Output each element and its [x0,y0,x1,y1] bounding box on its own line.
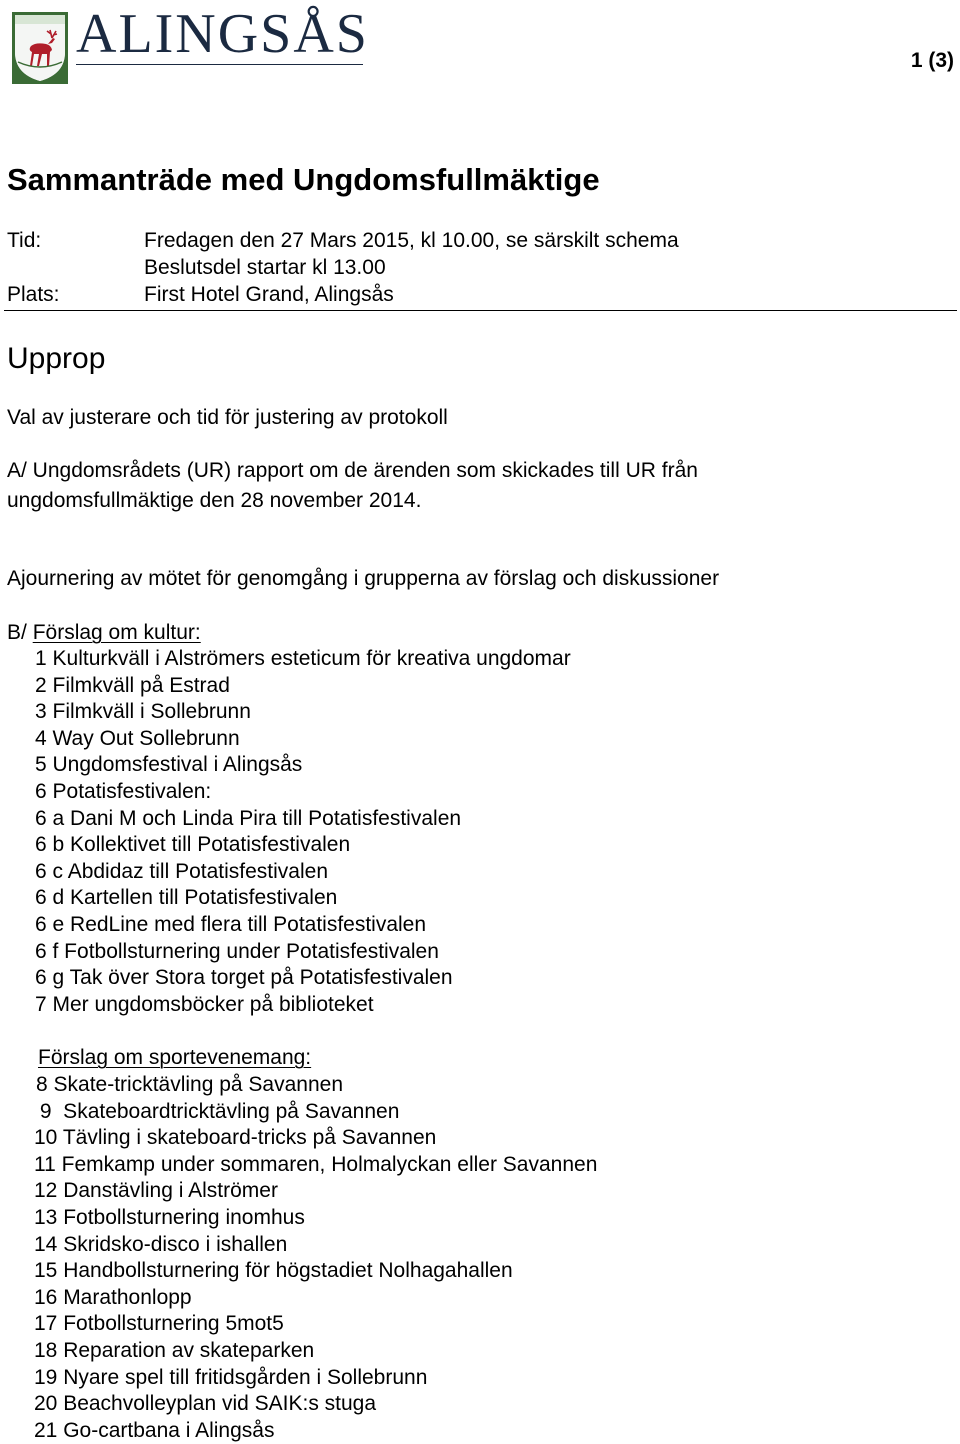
coat-of-arms-icon [12,12,68,84]
page-title: Sammanträde med Ungdomsfullmäktige [7,162,600,197]
list-item: 21 Go-cartbana i Alingsås [34,1418,275,1442]
list-item: 17 Fotbollsturnering 5mot5 [34,1312,284,1336]
logo-underline [76,64,363,65]
report-item-line1: A/ Ungdomsrådets (UR) rapport om de ärenden som skickades till UR från [7,459,698,482]
list-item: 2 Filmkväll på Estrad [35,673,230,697]
list-item: 10 Tävling i skateboard-tricks på Savannen [34,1126,437,1150]
list-item: 6 a Dani M och Linda Pira till Potatisfestivalen [35,806,462,830]
place-label: Plats: [7,283,60,306]
list-item: 6 e RedLine med flera till Potatisfestivalen [35,912,427,936]
list-item: 15 Handbollsturnering för högstadiet Nolhagahallen [34,1259,513,1283]
report-item-line2: ungdomsfullmäktige den 28 november 2014. [7,489,422,512]
list-item: 7 Mer ungdomsböcker på biblioteket [35,992,374,1016]
culture-heading [7,620,201,647]
list-item: 3 Filmkväll i Sollebrunn [35,700,251,724]
list-item: 6 b Kollektivet till Potatisfestivalen [35,833,351,857]
adjournment-item: Ajournering av mötet för genomgång i grupperna av förslag och diskussioner [7,567,720,590]
time-label: Tid: [7,229,42,252]
list-item: 11 Femkamp under sommaren, Holmalyckan eller Savannen [34,1152,598,1176]
list-item: 16 Marathonlopp [34,1285,192,1309]
time-value: Fredagen den 27 Mars 2015, kl 10.00, se särskilt schema [144,229,679,252]
logo-wordmark: ALINGSÅS [76,3,369,65]
sport-heading-text: Förslag om sportevenemang: [38,1046,312,1069]
list-item: 18 Reparation av skateparken [34,1338,315,1362]
page-number: 1 (3) [910,49,954,72]
adjusters-item: Val av justerare och tid för justering av protokoll [7,406,448,429]
list-item: 13 Fotbollsturnering inomhus [34,1205,305,1229]
meta-divider [4,310,957,311]
list-item: 12 Danstävling i Alströmer [34,1179,278,1203]
culture-heading-text: Förslag om kultur: [32,621,201,644]
list-item: 8 Skate-tricktävling på Savannen [36,1073,344,1096]
place-value: First Hotel Grand, Alingsås [144,283,394,306]
decision-note: Beslutsdel startar kl 13.00 [144,256,386,279]
list-item: 9 Skateboardtricktävling på Savannen [34,1099,400,1123]
coat-of-arms-logo [12,12,68,84]
list-item: 19 Nyare spel till fritidsgården i Sollebrunn [34,1365,428,1389]
list-item: 6 f Fotbollsturnering under Potatisfestivalen [35,939,439,963]
list-item: 6 Potatisfestivalen: [35,779,212,803]
culture-prefix: B/ [7,621,33,644]
list-item: 4 Way Out Sollebrunn [35,726,240,750]
section-title: Upprop [7,342,106,375]
sport-list [34,1072,597,1444]
list-item: 6 c Abdidaz till Potatisfestivalen [35,859,328,883]
sport-heading [38,1045,311,1072]
list-item: 6 d Kartellen till Potatisfestivalen [35,886,338,910]
culture-list [35,646,571,1018]
list-item: 5 Ungdomsfestival i Alingsås [35,753,303,777]
list-item: 20 Beachvolleyplan vid SAIK:s stuga [34,1392,377,1416]
list-item: 14 Skridsko-disco i ishallen [34,1232,288,1256]
list-item: 6 g Tak över Stora torget på Potatisfestivalen [35,966,453,990]
list-item: 1 Kulturkväll i Alströmers esteticum för kreativa ungdomar [35,647,571,670]
